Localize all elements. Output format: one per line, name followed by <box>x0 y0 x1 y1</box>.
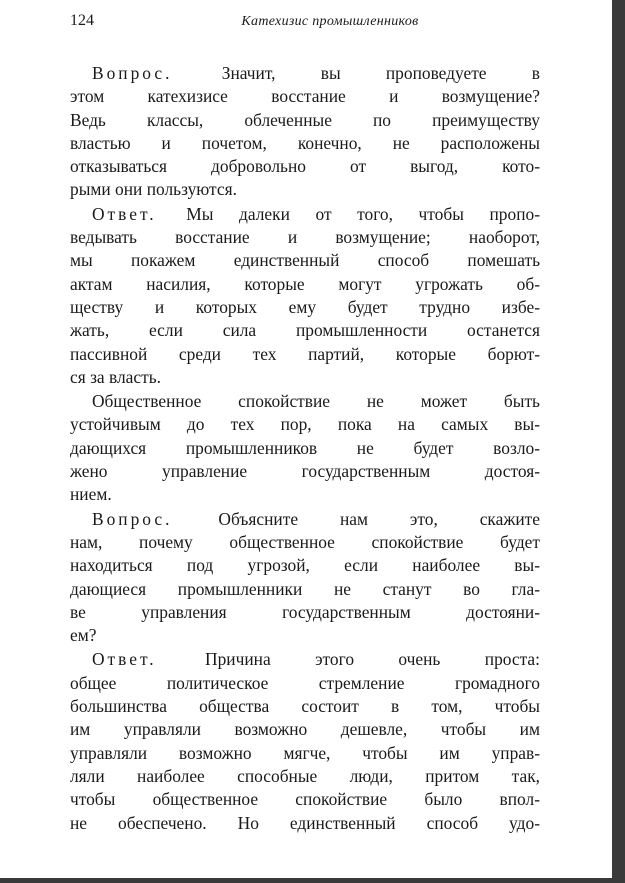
text-line: мы покажем единственный способ помешать <box>70 250 540 271</box>
text-line: ведывать восстание и возмущение; наоборот, <box>70 227 540 248</box>
text-line: дающиеся промышленники не станут во гла- <box>70 578 540 599</box>
page-number: 124 <box>70 12 94 29</box>
paragraph-question-1 <box>70 62 540 202</box>
text-line: общее политическое стремление громадного <box>70 672 540 693</box>
text-line: Вопрос. Объясните нам это, скажите <box>92 508 540 529</box>
paragraph-answer-2 <box>70 648 540 834</box>
text-line: дающихся промышленников не будет возло- <box>70 437 540 458</box>
text-line: чтобы общественное спокойствие было впол- <box>70 789 540 810</box>
text-line: нам, почему общественное спокойствие будет <box>70 531 540 552</box>
text-line: находиться под угрозой, если наиболее вы- <box>70 555 540 576</box>
text-line: пассивной среди тех партий, которые борют- <box>70 343 540 364</box>
text-line: нием. <box>70 484 112 505</box>
text-line: Ответ. Мы далеки от того, чтобы пропо- <box>92 203 540 224</box>
question-label: Вопрос. <box>92 508 173 529</box>
text-line: властью и почетом, конечно, не расположены <box>70 132 540 153</box>
text-line: этом катехизисе восстание и возмущение? <box>70 86 540 107</box>
text-line: ществу и которых ему будет трудно избе- <box>70 296 540 317</box>
paragraph-answer-1 <box>70 203 540 389</box>
text-line: ве управления государственным достояни- <box>70 601 540 622</box>
text-line: Ответ. Причина этого очень проста: <box>92 649 540 670</box>
text-line: устойчивым до тех пор, пока на самых вы- <box>70 414 540 435</box>
text-line: жать, если сила промышленности останется <box>70 320 540 341</box>
text-line: ляли наиболее способные люди, притом так, <box>70 765 540 786</box>
text-line: ем? <box>70 625 97 646</box>
text-line: Ведь классы, облеченные по преимуществу <box>70 109 540 130</box>
running-title: Катехизис промышленников <box>241 14 419 29</box>
text-line: актам насилия, которые могут угрожать об- <box>70 273 540 294</box>
answer-label: Ответ. <box>92 203 157 224</box>
text-line: рыми они пользуются. <box>70 179 237 200</box>
text-line: жено управление государственным достоя- <box>70 461 540 482</box>
scan-bottom-border <box>0 878 625 883</box>
scan-right-border <box>612 0 625 883</box>
text-line: ся за власть. <box>70 366 161 387</box>
text-line: управляли возможно мягче, чтобы им управ- <box>70 742 540 763</box>
text-line: Общественное спокойствие не может быть <box>92 391 540 412</box>
page-header <box>70 10 540 34</box>
text-line: не обеспечено. Но единственный способ удо- <box>70 812 540 833</box>
text-line: отказываться добровольно от выгод, кото- <box>70 156 540 177</box>
body-text <box>70 62 540 836</box>
text-line: большинства общества состоит в том, чтобы <box>70 696 540 717</box>
paragraph-question-2 <box>70 508 540 648</box>
text-line: Вопрос. Значит, вы проповедуете в <box>92 63 540 83</box>
question-label: Вопрос. <box>92 63 173 83</box>
text-line: им управляли возможно дешевле, чтобы им <box>70 719 540 740</box>
paragraph-continuation <box>70 390 540 506</box>
answer-label: Ответ. <box>92 649 157 670</box>
